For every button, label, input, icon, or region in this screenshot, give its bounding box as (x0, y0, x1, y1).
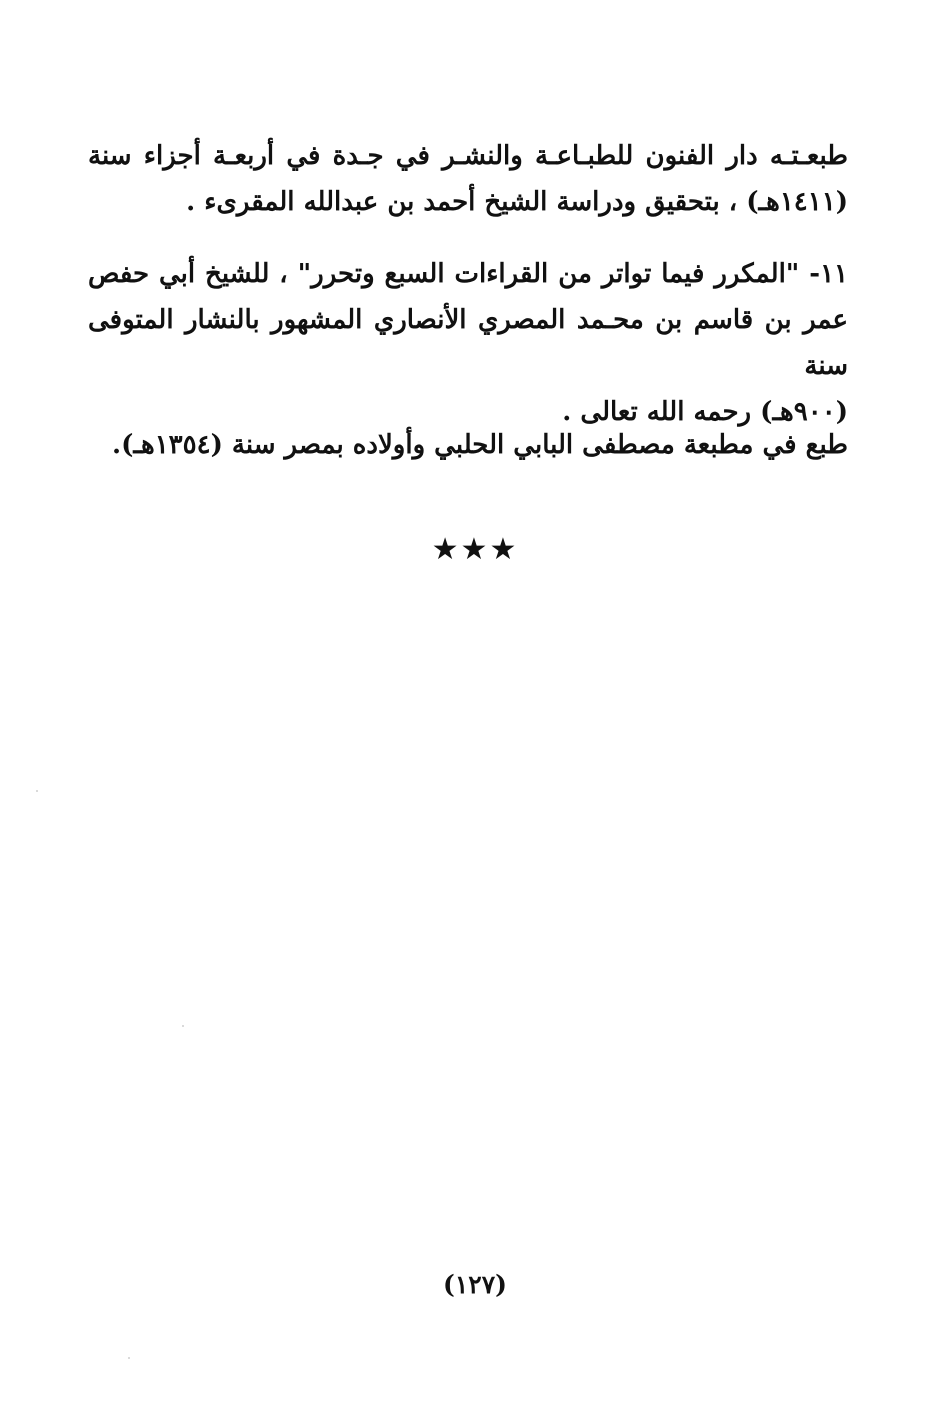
text-line: (٩٠٠هـ) رحمه الله تعالى . (562, 397, 848, 427)
text-line: طبع في مطبعة مصطفى البابي الحلبي وأولاده بمصر سنة (١٣٥٤هـ). (112, 430, 848, 460)
page-number: (١٢٧) (443, 1270, 507, 1299)
paragraph-publication-note (88, 133, 848, 225)
paragraph-item-11 (88, 251, 848, 435)
scan-speck (128, 1357, 130, 1359)
scan-speck (36, 790, 38, 792)
section-separator: ★★★ (431, 532, 519, 567)
scan-speck (182, 1025, 184, 1027)
text-line: عمر بن قاسم بن محـمد المصري الأنصاري المشهور بالنشار المتوفى سنة (88, 305, 848, 381)
text-line: (١٤١١هـ) ، بتحقيق ودراسة الشيخ أحمد بن عبدالله المقرىء . (186, 187, 848, 217)
text-line: ١١- "المكرر فيما تواتر من القراءات السبع وتحرر" ، للشيخ أبي حفص (88, 259, 848, 289)
paragraph-print-note (88, 422, 848, 468)
text-line: طبعـتـه دار الفنون للطبـاعـة والنشـر في جـدة في أربعـة أجزاء سنة (88, 141, 848, 171)
